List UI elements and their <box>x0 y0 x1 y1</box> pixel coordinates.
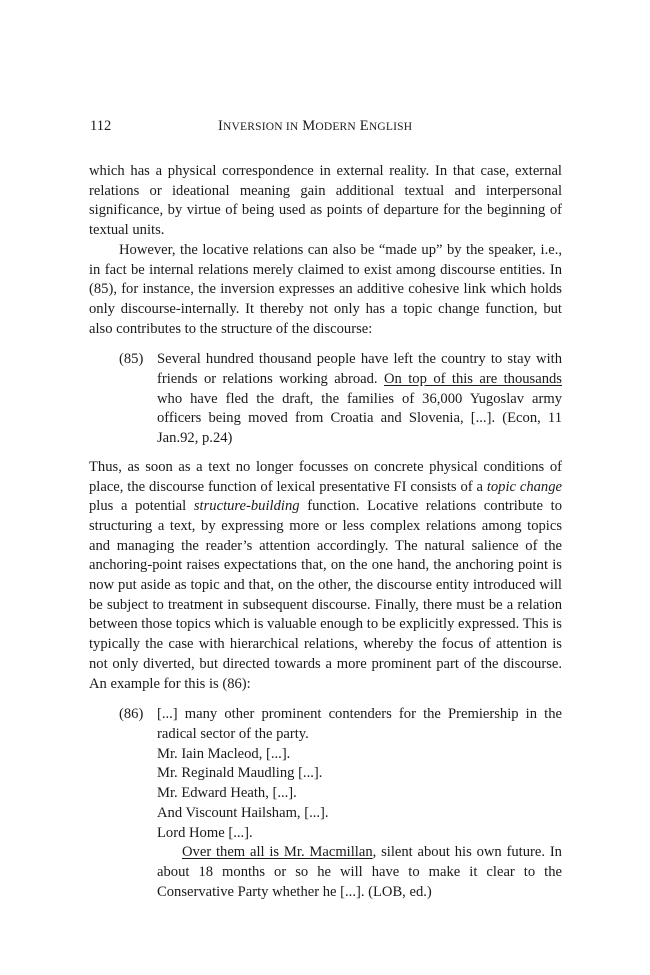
example-intro: [...] many other prominent contenders for the Premiership in the radical sector of the party. <box>157 706 562 742</box>
italic-term: structure-building <box>193 498 300 515</box>
paragraph-3: Thus, as soon as a text no longer focusses on concrete physical conditions of place, the discourse function of lexical presentative FI consists of a topic change plus a potential structure-building function. Locative relations contribute to structuring a text, by expressing more or less complex relations among topics and managing the reader’s attention accordingly. The natural salience of the anchoring-point raises expectations that, on the one hand, the anchoring point is now put aside as topic and that, on the other, the discourse entity introduced will be subject to treatment in subsequent discourse. Finally, there must be a relation between those topics which is valuable enough to be explicitly expressed. This is typically the case with hierarchical relations, whereby the focus of attention is not only diverted, but directed towards a more prominent part of the discourse. An example for this is (86): <box>89 458 562 692</box>
body-text <box>89 162 562 911</box>
name-line: Mr. Reginald Maudling [...]. <box>157 765 323 782</box>
name-line: Mr. Iain Macleod, [...]. <box>157 745 291 762</box>
example-number: (85) <box>119 351 144 368</box>
paragraph-1: which has a physical correspondence in external reality. In that case, external relations or ideational meaning gain additional textual and interpersonal significance, by virtue of being used as points of departure for the beginning of textual units. <box>89 163 562 239</box>
example-86 <box>119 705 562 902</box>
page-number: 112 <box>90 118 112 134</box>
paragraph-2: However, the locative relations can also be “made up” by the speaker, i.e., in fact be internal relations merely claimed to exist among discourse entities. In (85), for instance, the inversion expresses an additive cohesive link which holds only discourse-internally. It thereby not only has a topic change function, but also contributes to the structure of the discourse: <box>89 241 562 337</box>
name-line: Mr. Edward Heath, [...]. <box>157 785 297 802</box>
running-head: INVERSION IN MODERN ENGLISH <box>218 118 413 134</box>
underlined-inversion: Over them all is Mr. Macmillan <box>182 844 373 861</box>
name-line: Lord Home [...]. <box>157 824 253 841</box>
page-header <box>88 118 562 138</box>
example-85 <box>119 350 562 449</box>
example-text: Several hundred thousand people have left the country to stay with friends or relations working abroad. On top of this are thousands who have fled the draft, the families of 36,000 Yugoslav army officers being moved from Croatia and Slovenia, [...]. (Econ, 11 Jan.92, p.24) <box>157 351 562 447</box>
example-text <box>157 705 562 902</box>
example-number: (86) <box>119 706 144 723</box>
underlined-inversion: On top of this are thousands <box>384 371 562 388</box>
example-conclusion: Over them all is Mr. Macmillan, silent about his own future. In about 18 months or so he will have to make it clear to the Conservative Party whether he [...]. (LOB, ed.) <box>157 844 562 900</box>
italic-term: topic change <box>486 478 562 495</box>
name-line: And Viscount Hailsham, [...]. <box>157 804 329 821</box>
